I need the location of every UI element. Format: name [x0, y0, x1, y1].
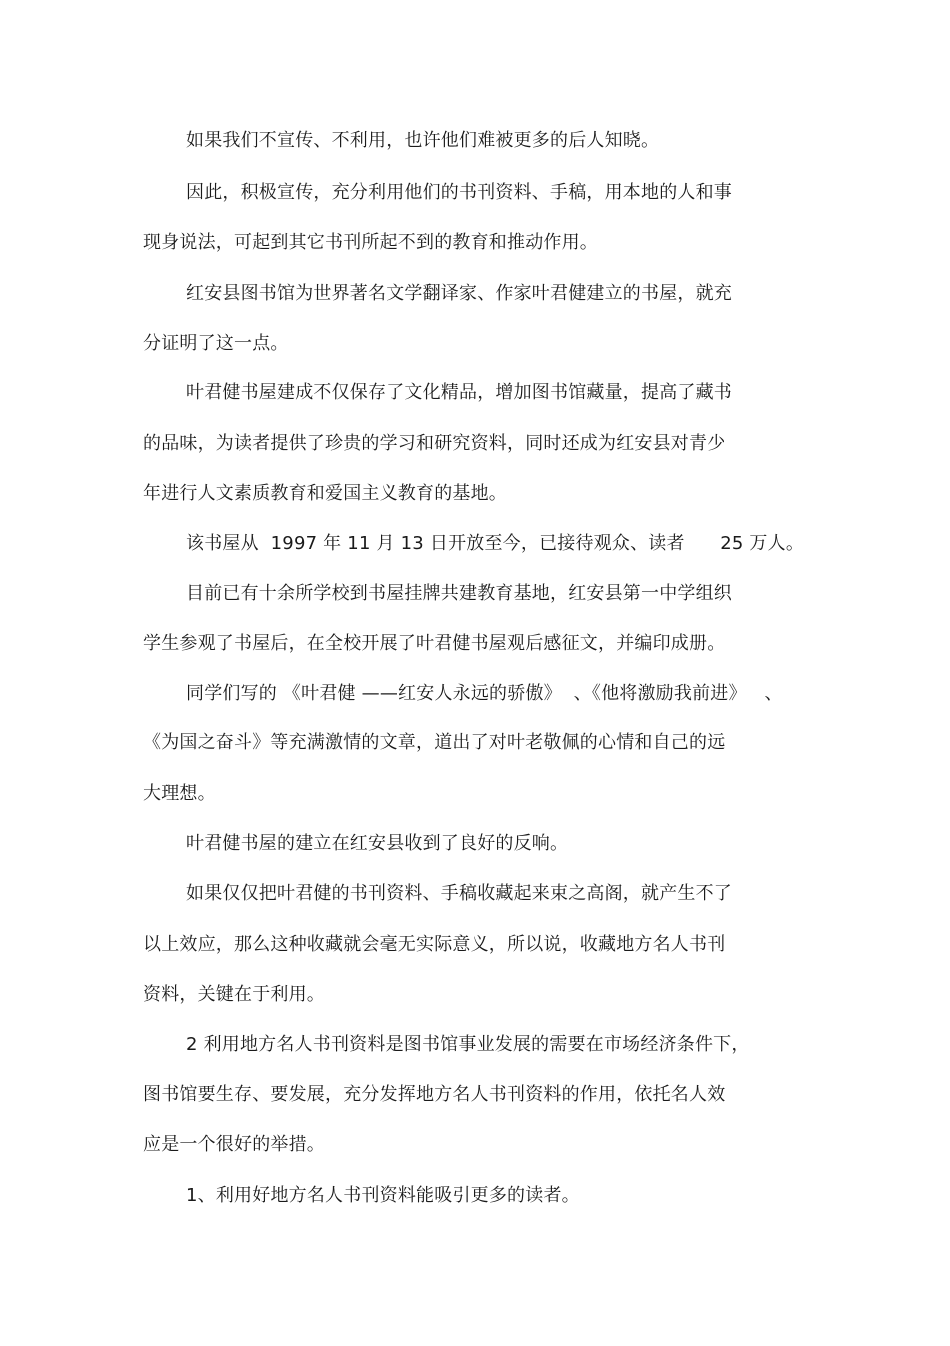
paragraph-line: 年进行人文素质教育和爱国主义教育的基地。: [143, 483, 507, 504]
paragraph-line: 该书屋从 1997 年 11 月 13 日开放至今，已接待观众、读者 25 万人。: [186, 533, 805, 554]
paragraph-line: 以上效应，那么这种收藏就会毫无实际意义，所以说，收藏地方名人书刊: [143, 934, 726, 955]
paragraph-line: 如果我们不宣传、不利用，也许他们难被更多的后人知晓。: [186, 130, 660, 151]
paragraph-line: 应是一个很好的举措。: [143, 1134, 325, 1155]
paragraph-line: 分证明了这一点。: [143, 333, 289, 354]
paragraph-line: 因此，积极宣传，充分利用他们的书刊资料、手稿，用本地的人和事: [186, 182, 732, 203]
paragraph-line: 叶君健书屋建成不仅保存了文化精品，增加图书馆藏量，提高了藏书: [186, 382, 732, 403]
paragraph-line: 的品味，为读者提供了珍贵的学习和研究资料，同时还成为红安县对青少: [143, 433, 726, 454]
paragraph-line: 《为国之奋斗》等充满激情的文章，道出了对叶老敬佩的心情和自己的远: [143, 732, 726, 753]
paragraph-line: 叶君健书屋的建立在红安县收到了良好的反响。: [186, 833, 569, 854]
paragraph-line: 目前已有十余所学校到书屋挂牌共建教育基地，红安县第一中学组织: [186, 583, 732, 604]
paragraph-line: 学生参观了书屋后，在全校开展了叶君健书屋观后感征文，并编印成册。: [143, 633, 726, 654]
paragraph-line: 如果仅仅把叶君健的书刊资料、手稿收藏起来束之高阁，就产生不了: [186, 883, 732, 904]
paragraph-line: 同学们写的 《叶君健 ——红安人永远的骄傲》 、《他将激励我前进》 、: [186, 683, 783, 704]
paragraph-line: 2 利用地方名人书刊资料是图书馆事业发展的需要在市场经济条件下，: [186, 1034, 750, 1055]
paragraph-line: 1、利用好地方名人书刊资料能吸引更多的读者。: [186, 1185, 580, 1206]
paragraph-line: 图书馆要生存、要发展，充分发挥地方名人书刊资料的作用，依托名人效: [143, 1084, 726, 1105]
paragraph-line: 现身说法，可起到其它书刊所起不到的教育和推动作用。: [143, 232, 598, 253]
paragraph-line: 资料，关键在于利用。: [143, 984, 325, 1005]
paragraph-line: 红安县图书馆为世界著名文学翻译家、作家叶君健建立的书屋，就充: [186, 283, 732, 304]
paragraph-line: 大理想。: [143, 783, 216, 804]
